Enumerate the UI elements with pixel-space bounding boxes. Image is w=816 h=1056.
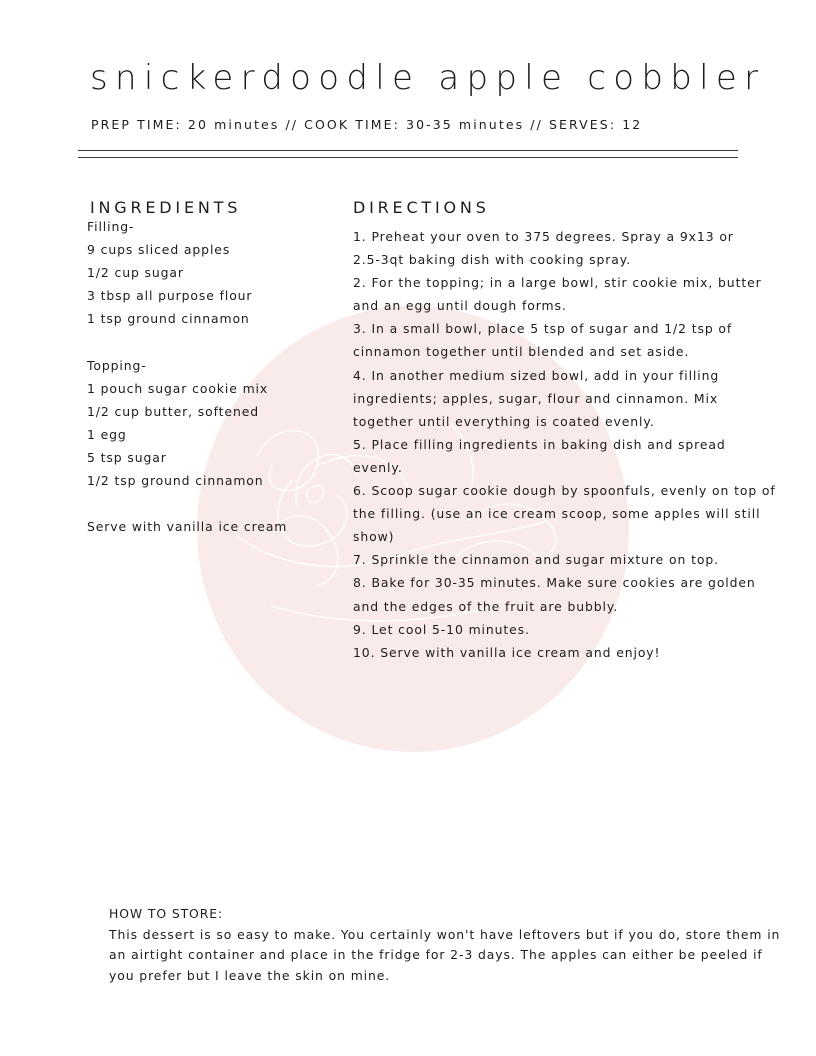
ingredient-line: 1 egg (87, 426, 127, 442)
ingredient-line: 1 pouch sugar cookie mix (87, 380, 269, 396)
ingredient-spacer (87, 330, 337, 353)
ingredient-line: 1/2 tsp ground cinnamon (87, 473, 264, 489)
ingredient-line: Topping- (87, 357, 147, 373)
header-divider-top (78, 150, 738, 151)
direction-line: and the edges of the fruit are bubbly. (353, 598, 619, 614)
ingredient-line: Filling- (87, 219, 135, 234)
ingredient-line: 5 tsp sugar (87, 449, 167, 465)
direction-line: 5. Place filling ingredients in baking dish and spread (353, 436, 726, 452)
directions-list (353, 225, 776, 664)
storage-text-line: an airtight container and place in the fridge for 2-3 days. The apples can either be peeled if (109, 947, 763, 962)
direction-line: 3. In a small bowl, place 5 tsp of sugar and 1/2 tsp of (353, 321, 733, 337)
direction-line: 7. Sprinkle the cinnamon and sugar mixture on top. (353, 552, 719, 568)
direction-line: together until everything is coated evenly. (353, 413, 655, 429)
ingredient-line: Serve with vanilla ice cream (87, 519, 288, 535)
ingredient-line: 1/2 cup butter, softened (87, 403, 259, 419)
ingredient-line: 9 cups sliced apples (87, 242, 231, 258)
direction-line: 9. Let cool 5-10 minutes. (353, 621, 530, 637)
header-divider-bottom (78, 157, 738, 158)
ingredients-heading: INGREDIENTS (90, 198, 242, 217)
ingredient-line: 1 tsp ground cinnamon (87, 311, 250, 327)
direction-line: 10. Serve with vanilla ice cream and enjoy! (353, 644, 661, 660)
direction-line: ingredients; apples, sugar, flour and cinnamon. Mix (353, 390, 719, 406)
ingredients-list (87, 215, 337, 538)
storage-notes (109, 904, 781, 986)
direction-line: 8. Bake for 30-35 minutes. Make sure cookies are golden (353, 575, 756, 591)
recipe-meta: PREP TIME: 20 minutes // COOK TIME: 30-35 minutes // SERVES: 12 (91, 117, 643, 132)
storage-text-line: you prefer but I leave the skin on mine. (109, 967, 391, 983)
storage-text-line: This dessert is so easy to make. You certainly won't have leftovers but if you do, store them in (109, 926, 781, 942)
direction-line: 2. For the topping; in a large bowl, stir cookie mix, butter (353, 275, 762, 291)
recipe-title: snickerdoodle apple cobbler (90, 58, 766, 98)
directions-heading: DIRECTIONS (353, 198, 490, 217)
ingredient-spacer (87, 492, 337, 515)
ingredient-line: 3 tbsp all purpose flour (87, 288, 253, 304)
direction-line: the filling. (use an ice cream scoop, some apples will still (353, 506, 761, 522)
direction-line: show) (353, 529, 395, 545)
direction-line: 6. Scoop sugar cookie dough by spoonfuls, evenly on top of (353, 483, 776, 499)
direction-line: 1. Preheat your oven to 375 degrees. Spray a 9x13 or (353, 229, 734, 244)
direction-line: 2.5-3qt baking dish with cooking spray. (353, 252, 632, 268)
storage-heading: HOW TO STORE: (109, 906, 224, 921)
direction-line: evenly. (353, 459, 403, 475)
ingredient-line: 1/2 cup sugar (87, 265, 184, 281)
direction-line: and an egg until dough forms. (353, 298, 567, 314)
direction-line: 4. In another medium sized bowl, add in your filling (353, 367, 720, 383)
direction-line: cinnamon together until blended and set aside. (353, 344, 690, 360)
